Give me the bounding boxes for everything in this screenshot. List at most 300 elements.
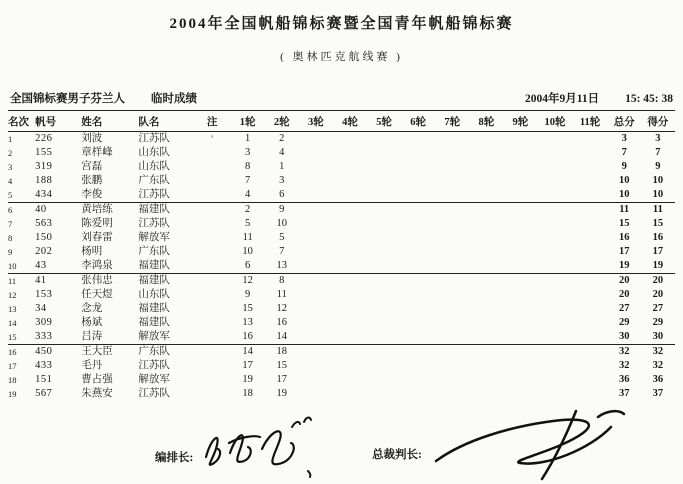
result-type-label: 临时成绩 — [151, 93, 197, 105]
table-row — [8, 174, 675, 188]
cell-round-score: 3 — [279, 175, 285, 186]
column-header: 姓名 — [81, 111, 138, 132]
cell-rank: 6 — [8, 205, 13, 215]
cell-round-score — [435, 231, 469, 245]
cell-rank: 18 — [8, 375, 17, 385]
time-label: 15: 45: 38 — [625, 93, 673, 105]
cell-round-score: 19 — [276, 388, 288, 399]
cell-team: 解放军 — [138, 232, 170, 243]
cell-round-score — [333, 359, 367, 373]
column-header: 3轮 — [299, 111, 333, 132]
table-row — [8, 373, 675, 387]
table-row — [8, 217, 675, 231]
cell-round-score — [299, 217, 333, 231]
column-header: 8轮 — [469, 111, 503, 132]
cell-round-score — [469, 288, 503, 302]
cell-sail-number: 319 — [35, 161, 53, 172]
cell-name: 念龙 — [81, 303, 103, 314]
table-row — [8, 330, 675, 345]
cell-round-score — [435, 316, 469, 330]
cell-total-points: 16 — [618, 232, 630, 243]
cell-total-points: 32 — [618, 360, 630, 371]
cell-round-score — [537, 259, 572, 274]
cell-round-score — [401, 203, 435, 218]
cell-rank: 8 — [8, 233, 13, 243]
date-label: 2004年9月11日 — [524, 93, 600, 105]
cell-total-points: 3 — [621, 133, 627, 144]
cell-name: 朱燕安 — [81, 388, 113, 399]
cell-team: 解放军 — [138, 374, 170, 385]
cell-round-score — [537, 160, 572, 174]
cell-round-score — [503, 373, 537, 387]
cell-round-score — [503, 274, 537, 289]
cell-net-points: 36 — [652, 374, 664, 385]
cell-round-score — [435, 345, 469, 360]
column-header: 9轮 — [503, 111, 537, 132]
cell-round-score — [299, 259, 333, 274]
cell-name: 刘春雷 — [81, 232, 113, 243]
cell-round-score — [367, 302, 401, 316]
cell-net-points: 16 — [652, 232, 664, 243]
cell-note — [194, 217, 231, 231]
cell-round-score — [537, 345, 572, 360]
cell-note — [194, 359, 231, 373]
cell-round-score — [299, 160, 333, 174]
cell-round-score — [401, 387, 435, 401]
cell-net-points: 32 — [652, 346, 664, 357]
cell-round-score — [573, 188, 608, 203]
cell-round-score — [503, 174, 537, 188]
cell-round-score — [367, 387, 401, 401]
cell-round-score: 14 — [242, 346, 253, 357]
arranger-label: 编排长: — [155, 452, 194, 464]
cell-round-score: 5 — [245, 218, 251, 229]
cell-sail-number: 155 — [35, 147, 53, 158]
cell-rank: 1 — [8, 134, 13, 144]
cell-round-score: 9 — [279, 204, 285, 215]
cell-round-score: 7 — [245, 175, 251, 186]
cell-round-score: 12 — [276, 303, 288, 314]
cell-rank: 4 — [8, 176, 13, 186]
cell-round-score — [401, 330, 435, 345]
cell-round-score: 13 — [242, 317, 253, 328]
cell-team: 江苏队 — [138, 360, 170, 371]
cell-net-points: 15 — [652, 218, 664, 229]
cell-round-score — [401, 373, 435, 387]
cell-round-score: 11 — [276, 289, 287, 300]
cell-round-score — [401, 316, 435, 330]
cell-round-score: 17 — [276, 374, 288, 385]
meta-row — [10, 90, 673, 106]
cell-round-score: 17 — [242, 360, 253, 371]
cell-round-score — [503, 203, 537, 218]
cell-note — [194, 288, 231, 302]
cell-round-score — [469, 316, 503, 330]
cell-round-score — [367, 288, 401, 302]
cell-team: 福建队 — [138, 259, 193, 274]
column-header: 得分 — [641, 111, 675, 132]
cell-round-score — [299, 345, 333, 360]
cell-total-points: 32 — [618, 346, 630, 357]
cell-note — [194, 188, 231, 203]
cell-note — [194, 245, 231, 259]
cell-round-score — [333, 217, 367, 231]
cell-round-score — [401, 231, 435, 245]
cell-round-score — [503, 245, 537, 259]
cell-round-score: 6 — [265, 188, 299, 203]
column-header: 队名 — [138, 111, 193, 132]
cell-total-points: 27 — [618, 303, 630, 314]
cell-net-points: 19 — [641, 259, 675, 274]
cell-rank: 12 — [8, 290, 17, 300]
cell-round-score: 3 — [245, 147, 251, 158]
cell-round-score — [401, 188, 435, 203]
cell-net-points: 32 — [652, 360, 664, 371]
cell-total-points: 36 — [618, 374, 630, 385]
cell-team: 江苏队 — [138, 188, 193, 203]
cell-note — [194, 174, 231, 188]
cell-round-score — [401, 146, 435, 160]
cell-total-points: 10 — [618, 175, 630, 186]
cell-round-score — [401, 302, 435, 316]
cell-round-score — [299, 231, 333, 245]
cell-round-score: 2 — [279, 133, 285, 144]
cell-sail-number: 567 — [35, 388, 53, 399]
cell-round-score — [333, 160, 367, 174]
cell-round-score — [469, 302, 503, 316]
cell-round-score — [367, 316, 401, 330]
column-header: 帆号 — [35, 111, 81, 132]
cell-sail-number: 40 — [35, 204, 47, 215]
meta-right — [499, 90, 673, 106]
cell-round-score — [333, 330, 367, 345]
cell-round-score — [367, 373, 401, 387]
cell-net-points: 37 — [652, 388, 664, 399]
cell-note — [194, 330, 231, 345]
cell-round-score — [573, 345, 608, 360]
cell-round-score — [299, 330, 333, 345]
cell-round-score — [401, 274, 435, 289]
cell-round-score — [469, 132, 503, 147]
cell-round-score — [367, 345, 401, 360]
table-row — [8, 188, 675, 203]
cell-round-score — [435, 188, 469, 203]
cell-round-score — [367, 203, 401, 218]
cell-round-score — [333, 231, 367, 245]
cell-sail-number: 151 — [35, 374, 53, 385]
cell-round-score — [469, 259, 503, 274]
cell-rank: 10 — [8, 259, 35, 274]
cell-net-points: 9 — [655, 161, 661, 172]
cell-round-score — [503, 288, 537, 302]
cell-round-score — [537, 387, 572, 401]
cell-round-score — [503, 217, 537, 231]
cell-round-score — [573, 387, 608, 401]
cell-total-points: 7 — [621, 147, 627, 158]
cell-round-score — [469, 359, 503, 373]
table-row — [8, 203, 675, 218]
cell-round-score — [435, 373, 469, 387]
table-body — [8, 132, 675, 402]
cell-round-score — [299, 288, 333, 302]
cell-round-score — [435, 359, 469, 373]
signature-area — [0, 405, 683, 484]
cell-round-score — [537, 288, 572, 302]
cell-round-score — [537, 316, 572, 330]
cell-round-score — [435, 274, 469, 289]
cell-round-score — [367, 174, 401, 188]
cell-round-score — [537, 174, 572, 188]
cell-round-score — [401, 259, 435, 274]
cell-rank: 15 — [8, 330, 35, 345]
cell-note — [194, 373, 231, 387]
cell-round-score: 8 — [279, 275, 285, 286]
cell-round-score — [503, 359, 537, 373]
cell-sail-number: 43 — [35, 259, 81, 274]
cell-round-score — [503, 330, 537, 345]
cell-name: 李俊 — [81, 188, 138, 203]
cell-rank: 11 — [8, 276, 17, 286]
cell-name: 王大臣 — [81, 346, 113, 357]
cell-round-score — [333, 259, 367, 274]
cell-net-points: 3 — [655, 133, 661, 144]
table-row — [8, 316, 675, 330]
cell-round-score — [573, 231, 608, 245]
cell-round-score — [401, 217, 435, 231]
cell-round-score — [573, 203, 608, 218]
cell-name: 吕涛 — [81, 330, 138, 345]
cell-round-score — [469, 160, 503, 174]
cell-round-score — [401, 245, 435, 259]
cell-round-score: 18 — [242, 388, 253, 399]
cell-round-score: 12 — [242, 275, 253, 286]
table-row — [8, 302, 675, 316]
cell-round-score — [333, 203, 367, 218]
cell-round-score — [333, 245, 367, 259]
cell-note — [194, 203, 231, 218]
cell-sail-number: 563 — [35, 218, 53, 229]
table-row — [8, 259, 675, 274]
cell-round-score — [333, 316, 367, 330]
table-row — [8, 387, 675, 401]
cell-round-score — [573, 259, 608, 274]
column-header: 7轮 — [435, 111, 469, 132]
cell-round-score — [503, 160, 537, 174]
cell-round-score — [333, 302, 367, 316]
cell-net-points: 11 — [652, 204, 663, 215]
cell-sail-number: 434 — [35, 188, 81, 203]
cell-round-score — [503, 259, 537, 274]
cell-round-score — [367, 146, 401, 160]
cell-name: 张鹏 — [81, 175, 103, 186]
cell-round-score — [435, 146, 469, 160]
cell-round-score: 11 — [242, 232, 253, 243]
cell-net-points: 20 — [652, 289, 664, 300]
table-row — [8, 345, 675, 360]
cell-round-score — [537, 203, 572, 218]
cell-round-score — [367, 245, 401, 259]
cell-total-points: 11 — [619, 204, 630, 215]
cell-round-score — [503, 188, 537, 203]
cell-round-score: 4 — [231, 188, 265, 203]
cell-round-score — [435, 174, 469, 188]
event-class-label: 全国锦标赛男子芬兰人 — [10, 93, 125, 105]
cell-sail-number: 34 — [35, 303, 47, 314]
cell-round-score: 10 — [276, 218, 288, 229]
cell-round-score — [435, 302, 469, 316]
cell-round-score — [435, 203, 469, 218]
cell-name: 杨斌 — [81, 317, 103, 328]
cell-round-score — [573, 302, 608, 316]
column-header: 总分 — [608, 111, 641, 132]
cell-rank: 3 — [8, 162, 13, 172]
cell-round-score — [299, 146, 333, 160]
cell-round-score — [333, 288, 367, 302]
table-header — [8, 111, 675, 132]
cell-rank: 19 — [8, 389, 17, 399]
cell-round-score — [537, 373, 572, 387]
cell-round-score — [435, 245, 469, 259]
cell-team: 江苏队 — [138, 133, 170, 144]
cell-net-points: 17 — [652, 246, 664, 257]
column-header: 名次 — [8, 111, 35, 132]
table-row — [8, 160, 675, 174]
cell-total-points: 10 — [608, 188, 641, 203]
cell-round-score: 10 — [242, 246, 253, 257]
cell-round-score — [537, 245, 572, 259]
cell-round-score — [435, 387, 469, 401]
cell-sail-number: 188 — [35, 175, 53, 186]
cell-round-score — [537, 302, 572, 316]
cell-round-score — [401, 160, 435, 174]
cell-round-score — [537, 217, 572, 231]
column-header: 10轮 — [537, 111, 572, 132]
cell-round-score — [401, 359, 435, 373]
cell-name: 杨明 — [81, 246, 103, 257]
cell-round-score — [333, 188, 367, 203]
table-row — [8, 245, 675, 259]
cell-name: 李鸿泉 — [81, 259, 138, 274]
cell-round-score — [573, 146, 608, 160]
cell-note — [194, 302, 231, 316]
cell-round-score — [469, 274, 503, 289]
cell-round-score: 14 — [265, 330, 299, 345]
header-row — [8, 111, 675, 132]
cell-rank: 14 — [8, 318, 17, 328]
cell-round-score — [299, 203, 333, 218]
cell-round-score: 16 — [276, 317, 288, 328]
cell-name: 宫磊 — [81, 161, 103, 172]
cell-name: 刘波 — [81, 133, 103, 144]
cell-round-score — [367, 217, 401, 231]
cell-round-score — [573, 330, 608, 345]
cell-rank: 9 — [8, 247, 13, 257]
table-row — [8, 274, 675, 289]
cell-name: 章样峰 — [81, 147, 113, 158]
cell-round-score — [401, 174, 435, 188]
cell-sail-number: 333 — [35, 330, 81, 345]
cell-round-score — [469, 188, 503, 203]
cell-round-score — [573, 217, 608, 231]
cell-note — [194, 160, 231, 174]
cell-round-score — [537, 188, 572, 203]
chief-judge-label: 总裁判长: — [372, 449, 422, 461]
cell-net-points: 7 — [655, 147, 661, 158]
cell-note — [194, 316, 231, 330]
cell-round-score: 5 — [279, 232, 285, 243]
cell-name: 陈爱明 — [81, 218, 113, 229]
cell-round-score: 16 — [231, 330, 265, 345]
document-title: 2004年全国帆船锦标赛暨全国青年帆船锦标赛 — [169, 16, 514, 32]
cell-rank: 16 — [8, 347, 17, 357]
cell-team: 广东队 — [138, 346, 170, 357]
cell-note — [194, 345, 231, 360]
cell-sail-number: 309 — [35, 317, 53, 328]
cell-round-score — [435, 330, 469, 345]
cell-round-score — [401, 132, 435, 147]
cell-rank: 2 — [8, 148, 13, 158]
cell-rank: 13 — [8, 304, 17, 314]
cell-team: 福建队 — [138, 303, 170, 314]
column-header: 5轮 — [367, 111, 401, 132]
cell-round-score — [573, 132, 608, 147]
cell-name: 张伟忠 — [81, 275, 113, 286]
cell-round-score — [299, 188, 333, 203]
cell-team: 广东队 — [138, 246, 170, 257]
cell-sail-number: 150 — [35, 232, 53, 243]
cell-round-score — [573, 359, 608, 373]
cell-note — [194, 259, 231, 274]
cell-total-points: 20 — [618, 289, 630, 300]
cell-round-score — [503, 231, 537, 245]
cell-total-points: 29 — [618, 317, 630, 328]
chief-judge-signature-image — [428, 405, 633, 484]
cell-name: 任天煜 — [81, 289, 113, 300]
cell-net-points: 10 — [641, 188, 675, 203]
cell-round-score — [435, 160, 469, 174]
column-header: 4轮 — [333, 111, 367, 132]
cell-round-score: 7 — [279, 246, 285, 257]
cell-total-points: 19 — [608, 259, 641, 274]
cell-total-points: 30 — [608, 330, 641, 345]
cell-round-score: 9 — [245, 289, 251, 300]
cell-round-score — [573, 274, 608, 289]
cell-round-score — [333, 174, 367, 188]
cell-round-score — [401, 288, 435, 302]
cell-round-score — [435, 288, 469, 302]
cell-round-score — [333, 345, 367, 360]
cell-note — [194, 274, 231, 289]
cell-round-score — [573, 160, 608, 174]
cell-round-score — [469, 345, 503, 360]
cell-net-points: 30 — [641, 330, 675, 345]
cell-round-score: 18 — [276, 346, 288, 357]
cell-round-score — [537, 231, 572, 245]
cell-round-score — [573, 288, 608, 302]
cell-round-score — [537, 359, 572, 373]
arranger-signature-image — [196, 413, 321, 483]
cell-sail-number: 153 — [35, 289, 53, 300]
cell-round-score — [299, 132, 333, 147]
column-header: 2轮 — [265, 111, 299, 132]
cell-rank: 17 — [8, 361, 17, 371]
cell-round-score — [469, 245, 503, 259]
cell-round-score — [435, 217, 469, 231]
cell-round-score — [573, 245, 608, 259]
cell-round-score — [503, 146, 537, 160]
cell-total-points: 37 — [618, 388, 630, 399]
cell-round-score — [503, 316, 537, 330]
